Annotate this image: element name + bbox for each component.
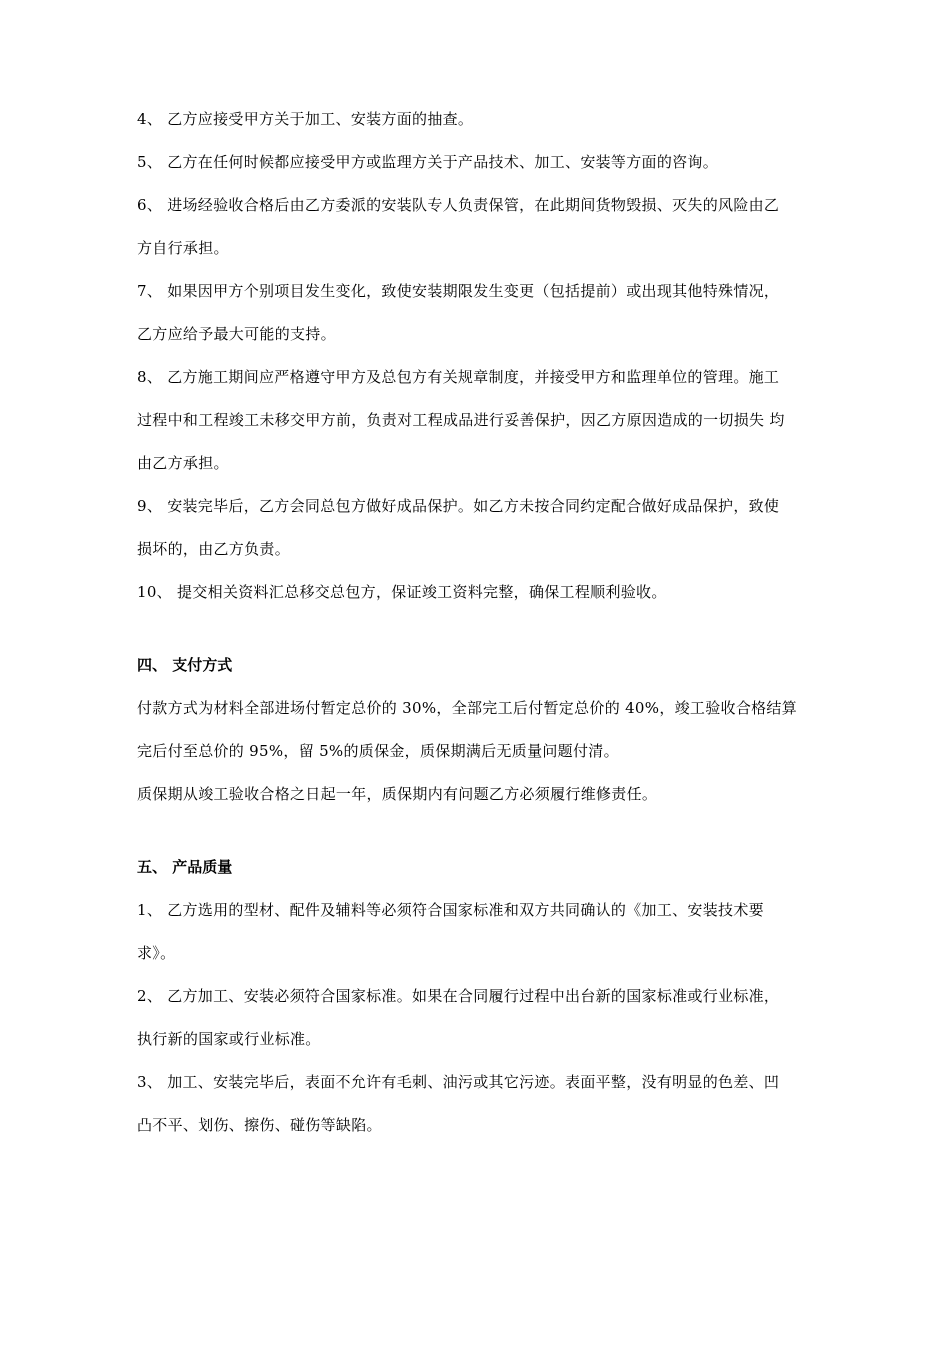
section3-item-7 [137, 270, 821, 356]
text-line: 5、 乙方在任何时候都应接受甲方或监理方关于产品技术、加工、安装等方面的咨询。 [137, 153, 719, 171]
text-line: 乙方应给予最大可能的支持。 [137, 325, 336, 343]
text-line: 损坏的，由乙方负责。 [137, 540, 291, 558]
section3-item-6 [137, 184, 821, 270]
section-spacer [137, 614, 821, 644]
section3-item-4 [137, 98, 821, 141]
section4-paragraph-2 [137, 773, 821, 816]
text-line: 9、 安装完毕后，乙方会同总包方做好成品保护。如乙方未按合同约定配合做好成品保护，致使 [137, 497, 780, 515]
text-line: 10、 提交相关资料汇总移交总包方，保证竣工资料完整，确保工程顺利验收。 [137, 583, 667, 601]
section3-item-8 [137, 356, 821, 485]
section3-item-9 [137, 485, 821, 571]
text-line: 4、 乙方应接受甲方关于加工、安装方面的抽查。 [137, 110, 474, 128]
section5-heading: 五、 产品质量 [137, 858, 233, 876]
text-line: 过程中和工程竣工未移交甲方前，负责对工程成品进行妥善保护，因乙方原因造成的一切损失 均 [137, 411, 785, 429]
section4-heading: 四、 支付方式 [137, 656, 233, 674]
text-line: 8、 乙方施工期间应严格遵守甲方及总包方有关规章制度，并接受甲方和监理单位的管理。施工 [137, 368, 780, 386]
text-line: 2、 乙方加工、安装必须符合国家标准。如果在合同履行过程中出台新的国家标准或行业标准， [137, 987, 780, 1005]
text-line: 凸不平、划伤、擦伤、碰伤等缺陷。 [137, 1116, 382, 1134]
text-line: 求》。 [137, 944, 176, 962]
section3-item-10 [137, 571, 821, 614]
text-line: 付款方式为材料全部进场付暂定总价的 30%，全部完工后付暂定总价的 40%，竣工验收合格结算 [137, 699, 798, 717]
section-spacer [137, 816, 821, 846]
section4-paragraph-1 [137, 687, 821, 773]
section3-item-5 [137, 141, 821, 184]
document-page [137, 98, 821, 1147]
section5-item-1 [137, 889, 821, 975]
text-line: 执行新的国家或行业标准。 [137, 1030, 321, 1048]
text-line: 方自行承担。 [137, 239, 229, 257]
text-line: 完后付至总价的 95%，留 5%的质保金，质保期满后无质量问题付清。 [137, 742, 619, 760]
text-line: 6、 进场经验收合格后由乙方委派的安装队专人负责保管，在此期间货物毁损、灭失的风险由乙 [137, 196, 780, 214]
section5-item-2 [137, 975, 821, 1061]
text-line: 7、 如果因甲方个别项目发生变化，致使安装期限发生变更（包括提前）或出现其他特殊情况， [137, 282, 780, 300]
text-line: 3、 加工、安装完毕后，表面不允许有毛刺、油污或其它污迹。表面平整，没有明显的色差、凹 [137, 1073, 780, 1091]
text-line: 质保期从竣工验收合格之日起一年，质保期内有问题乙方必须履行维修责任。 [137, 785, 658, 803]
text-line: 由乙方承担。 [137, 454, 229, 472]
text-line: 1、 乙方选用的型材、配件及辅料等必须符合国家标准和双方共同确认的《加工、安装技术要 [137, 901, 764, 919]
section5-item-3 [137, 1061, 821, 1147]
